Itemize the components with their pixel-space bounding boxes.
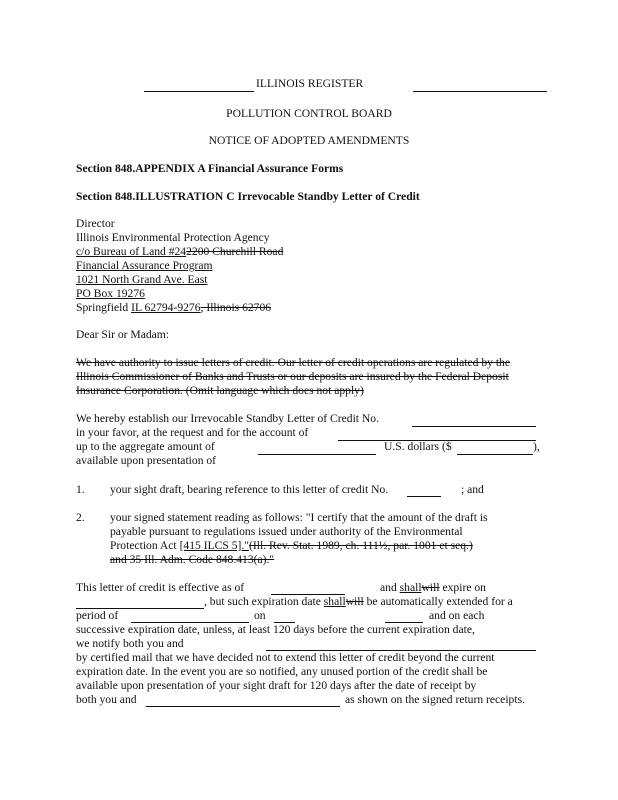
- address-line-director: Director: [76, 217, 115, 230]
- item-2-number: 2.: [76, 511, 85, 524]
- item-2-citation-deleted: (Ill. Rev. Stat. 1989, ch. 111½, par. 1001 et seq.): [249, 539, 473, 552]
- register-title: ILLINOIS REGISTER: [256, 77, 364, 90]
- effective-line-8: available upon presentation of your sight draft for 120 days after the date of receipt by: [76, 679, 477, 692]
- item-1-number: 1.: [76, 483, 85, 496]
- establish-line-3-dollars: U.S. dollars ($: [384, 440, 452, 453]
- section-illustration-heading: Section 848.ILLUSTRATION C Irrevocable Standby Letter of Credit: [76, 190, 420, 203]
- establish-line-3-amount: up to the aggregate amount of: [76, 440, 215, 453]
- blank-credit-number: [412, 426, 536, 427]
- item-2-citation-inserted: [415 ILCS 5].": [179, 539, 250, 552]
- address-line-bureau: [76, 245, 283, 258]
- effective-but-text: , but such expiration date: [204, 595, 324, 608]
- effective-shall-2-inserted: shall: [323, 595, 346, 608]
- address-city-text: Springfield: [76, 301, 132, 314]
- address-line-street: 1021 North Grand Ave. East: [76, 273, 208, 286]
- establish-line-2: in your favor, at the request and for the account of: [76, 426, 309, 439]
- board-title: POLLUTION CONTROL BOARD: [226, 107, 392, 120]
- blank-aggregate-amount: [258, 454, 376, 455]
- item-2-line-3: [110, 539, 473, 552]
- establish-line-1: We hereby establish our Irrevocable Standby Letter of Credit No.: [76, 412, 379, 425]
- address-zip-deleted: , Illinois 62706: [200, 301, 272, 314]
- effective-line-4: successive expiration date, unless, at least 120 days before the current expiration date,: [76, 623, 475, 636]
- address-bureau-deleted: 2200 Churchill Road: [186, 245, 284, 258]
- effective-line-3-each: and on each: [429, 609, 485, 622]
- effective-line-3-period: period of: [76, 609, 119, 622]
- struck-paragraph-line-1: We have authority to issue letters of credit. Our letter of credit operations are regulated by the: [76, 356, 510, 369]
- struck-paragraph-line-2: Illinois Commissioner of Banks and Trusts or our deposits are insured by the Federal Deposit: [76, 370, 509, 383]
- item-2-line-2: payable pursuant to regulations issued under authority of the Environmental: [110, 525, 463, 538]
- effective-and: and: [380, 581, 400, 594]
- effective-line-7: expiration date. In the event you are so notified, any unused portion of the credit shall be: [76, 665, 488, 678]
- effective-shall-inserted: shall: [399, 581, 422, 594]
- header-rule-right: [413, 91, 547, 92]
- item-2-line-1: your signed statement reading as follows: "I certify that the amount of the draft is: [110, 511, 488, 524]
- address-line-agency: Illinois Environmental Protection Agency: [76, 231, 270, 244]
- address-line-city: [76, 301, 271, 314]
- effective-expire-on: expire on: [439, 581, 486, 594]
- effective-line-6: by certified mail that we have decided not to extend this letter of credit beyond the current: [76, 651, 495, 664]
- effective-line-9-end: as shown on the signed return receipts.: [345, 693, 525, 706]
- effective-line-1-end: [380, 581, 486, 594]
- address-line-program: Financial Assurance Program: [76, 259, 213, 272]
- item-1-end: ; and: [461, 483, 484, 496]
- item-2-line-4: and 35 Ill. Adm. Code 848.413(a).": [110, 553, 275, 566]
- effective-will-2-deleted: will: [345, 595, 364, 608]
- effective-will-deleted: will: [421, 581, 440, 594]
- item-2-act-text: Protection Act: [110, 539, 180, 552]
- blank-receipt-party: [146, 706, 340, 707]
- blank-dollar-figure: [457, 454, 533, 455]
- effective-extended-text: be automatically extended for a: [363, 595, 513, 608]
- effective-line-1-start: This letter of credit is effective as of: [76, 581, 245, 594]
- establish-line-3-close: ),: [533, 440, 540, 453]
- establish-line-4: available upon presentation of: [76, 454, 217, 467]
- address-line-pobox: PO Box 19276: [76, 287, 145, 300]
- address-zip-inserted: IL 62794-9276: [131, 301, 201, 314]
- effective-line-2: [204, 595, 513, 608]
- address-bureau-inserted: c/o Bureau of Land #24: [76, 245, 187, 258]
- effective-line-9-start: both you and: [76, 693, 137, 706]
- header-rule-left: [144, 91, 254, 92]
- notice-title: NOTICE OF ADOPTED AMENDMENTS: [208, 134, 410, 147]
- effective-line-5: we notify both you and: [76, 637, 184, 650]
- salutation: Dear Sir or Madam:: [76, 328, 170, 341]
- item-1-text: your sight draft, bearing reference to this letter of credit No.: [110, 483, 389, 496]
- section-appendix-heading: Section 848.APPENDIX A Financial Assurance Forms: [76, 162, 344, 175]
- effective-line-3-on: on: [254, 609, 266, 622]
- struck-paragraph-line-3: Insurance Corporation. (Omit language which does not apply): [76, 384, 364, 397]
- blank-item-1-credit-number: [407, 496, 441, 497]
